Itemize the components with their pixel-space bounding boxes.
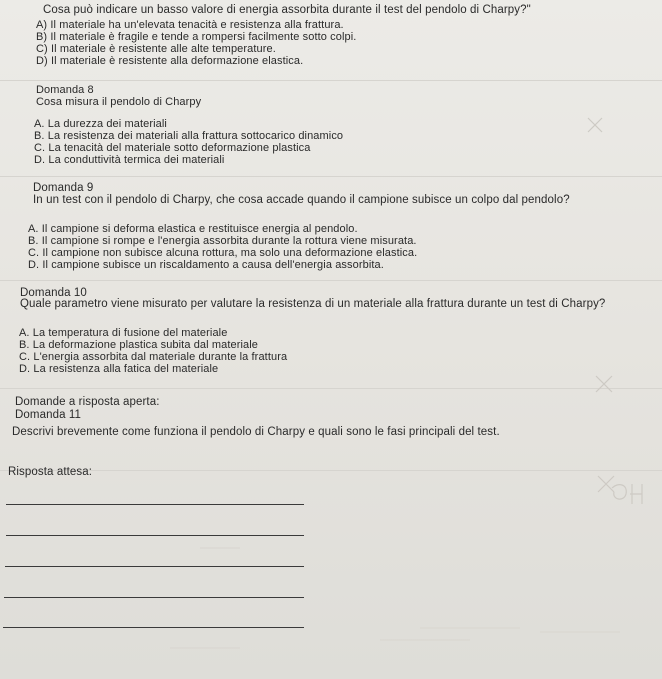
q8-option-d: D. La conduttività termica dei materiali [34, 154, 225, 166]
q8-question: Cosa misura il pendolo di Charpy [36, 96, 202, 108]
q10-label: Domanda 10 [20, 287, 87, 299]
q9-option-c: C. Il campione non subisce alcuna rottura, ma solo una deformazione elastica. [28, 247, 418, 259]
q10-question: Quale parametro viene misurato per valutare la resistenza di un materiale alla frattura durante un test di Charpy? [20, 298, 606, 310]
q8-option-c: C. La tenacità del materiale sotto deformazione plastica [34, 142, 311, 154]
intro-option-a: A) Il materiale ha un'elevata tenacità e resistenza alla frattura. [36, 19, 344, 31]
open-section-heading: Domande a risposta aperta: [15, 396, 160, 408]
q8-option-a: A. La durezza dei materiali [34, 118, 167, 130]
intro-option-d: D) Il materiale è resistente alla deformazione elastica. [36, 55, 304, 67]
q9-option-b: B. Il campione si rompe e l'energia assorbita durante la rottura viene misurata. [28, 235, 417, 247]
q11-label: Domanda 11 [15, 409, 81, 421]
q11-question: Descrivi brevemente come funziona il pendolo di Charpy e quali sono le fasi principali del test. [12, 426, 500, 438]
q9-label: Domanda 9 [33, 182, 94, 194]
intro-option-b: B) Il materiale è fragile e tende a rompersi facilmente sotto colpi. [36, 31, 357, 43]
intro-option-c: C) Il materiale è resistente alle alte temperature. [36, 43, 276, 55]
q10-option-c: C. L'energia assorbita dal materiale durante la frattura [19, 351, 288, 363]
q8-label: Domanda 8 [36, 84, 94, 96]
q9-option-a: A. Il campione si deforma elastica e restituisce energia al pendolo. [28, 223, 358, 235]
answer-label: Risposta attesa: [8, 466, 93, 478]
q10-option-a: A. La temperatura di fusione del materiale [19, 327, 228, 339]
q10-option-d: D. La resistenza alla fatica del materiale [19, 363, 219, 375]
q8-option-b: B. La resistenza dei materiali alla frattura sottocarico dinamico [34, 130, 344, 142]
intro-question-title: Cosa può indicare un basso valore di energia assorbita durante il test del pendolo di Charpy?" [43, 4, 531, 16]
q9-question: In un test con il pendolo di Charpy, che cosa accade quando il campione subisce un colpo dal pendolo? [33, 194, 570, 206]
q10-option-b: B. La deformazione plastica subita dal materiale [19, 339, 258, 351]
q9-option-d: D. Il campione subisce un riscaldamento a causa dell'energia assorbita. [28, 259, 384, 271]
